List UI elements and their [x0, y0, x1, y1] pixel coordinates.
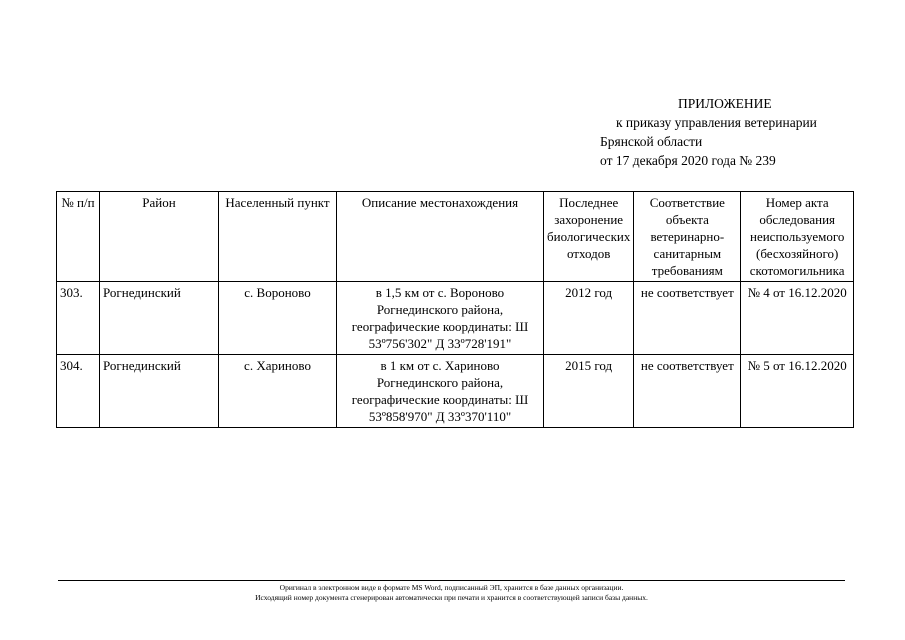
cell-num: 304.: [57, 355, 100, 428]
table-row: [57, 282, 854, 355]
appendix-block: [600, 94, 880, 170]
cell-compliance: не соответствует: [634, 282, 741, 355]
cell-last-burial: 2012 год: [544, 282, 634, 355]
cell-act: № 4 от 16.12.2020: [741, 282, 854, 355]
footer-divider: [58, 580, 845, 581]
header-compliance: Соответствие объекта ветеринарно-санитарным требованиям: [634, 192, 741, 282]
header-district: Район: [100, 192, 219, 282]
cell-district: Рогнединский: [100, 355, 219, 428]
header-description: Описание местонахождения: [337, 192, 544, 282]
cell-settlement: с. Хариново: [219, 355, 337, 428]
appendix-order-ref: к приказу управления ветеринарии: [616, 115, 817, 130]
appendix-date: от 17 декабря 2020 года № 239: [600, 153, 776, 168]
appendix-region: Брянской области: [600, 134, 703, 149]
cell-last-burial: 2015 год: [544, 355, 634, 428]
footer-line-1: Оригинал в электронном виде в формате MS Word, подписанный ЭП, хранится в базе данных организации.: [279, 583, 624, 592]
header-settlement: Населенный пункт: [219, 192, 337, 282]
appendix-title: ПРИЛОЖЕНИЕ: [678, 96, 772, 111]
header-last-burial: Последнее захоронение биологических отходов: [544, 192, 634, 282]
footer-line-2: Исходящий номер документа сгенерирован автоматически при печати и хранится в соответствующей записи базы данных.: [255, 593, 648, 602]
burial-sites-table: [56, 191, 854, 428]
cell-description: в 1 км от с. Хариново Рогнединского района, географические координаты: Ш 53º858'970" Д 33º370'110": [337, 355, 544, 428]
cell-settlement: с. Вороново: [219, 282, 337, 355]
cell-district: Рогнединский: [100, 282, 219, 355]
cell-num: 303.: [57, 282, 100, 355]
header-act: Номер акта обследования неиспользуемого (бесхозяйного) скотомогильника: [741, 192, 854, 282]
table-row: [57, 355, 854, 428]
footer: [58, 583, 845, 603]
cell-description: в 1,5 км от с. Вороново Рогнединского района, географические координаты: Ш 53º756'302" Д 33º728'191": [337, 282, 544, 355]
table-header-row: [57, 192, 854, 282]
cell-act: № 5 от 16.12.2020: [741, 355, 854, 428]
cell-compliance: не соответствует: [634, 355, 741, 428]
header-num: № п/п: [57, 192, 100, 282]
